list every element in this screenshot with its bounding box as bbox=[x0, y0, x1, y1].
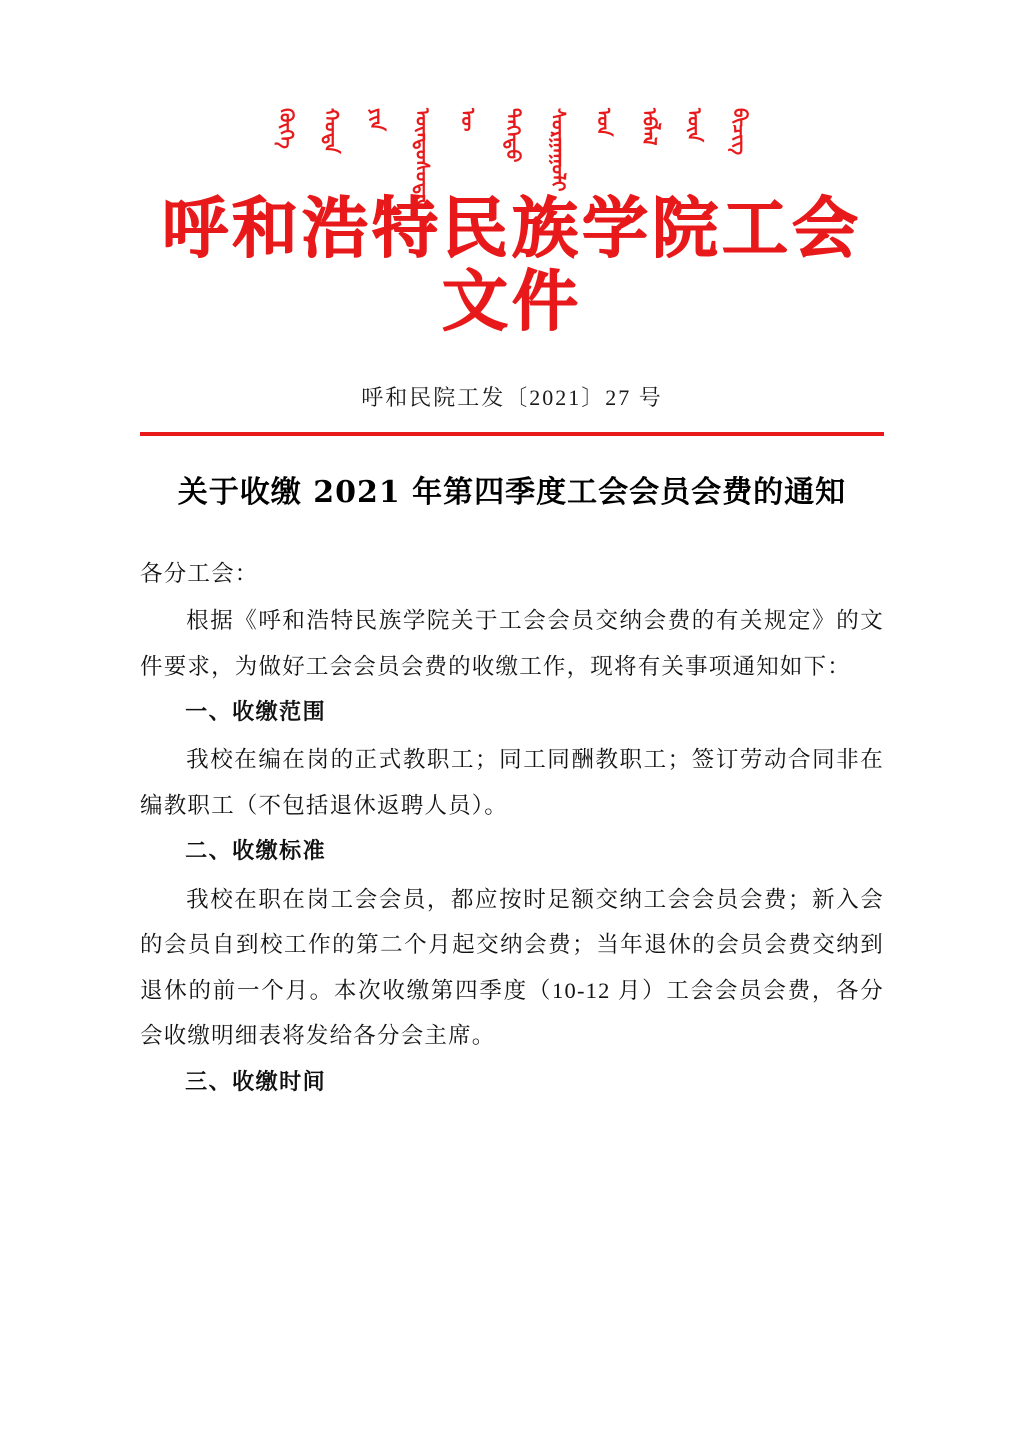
page-title: 关于收缴 2021 年第四季度工会会员会费的通知 bbox=[177, 475, 847, 511]
mongolian-glyph: ᠡᠪᠯᠡᠯ bbox=[637, 108, 660, 146]
mongolian-glyph: ᠬᠣᠲᠠ bbox=[320, 108, 343, 154]
mongolian-glyph: ᠪᠢᠴᠢᠭ bbox=[728, 108, 751, 156]
mongolian-script-row bbox=[140, 108, 884, 209]
masthead bbox=[140, 0, 884, 340]
section-2-paragraph: 我校在职在岗工会会员，都应按时足额交纳工会会员会费；新入会的会员自到校工作的第二个月起交纳会费；当年退休的会员会费交纳到退休的前一个月。本次收缴第四季度（10-12 月）工会会员会费，各分会收缴明细表将发给各分会主席。 bbox=[140, 886, 884, 1049]
mongolian-glyph: ᠬᠥᠬᠡ bbox=[274, 108, 297, 149]
salutation: 各分工会： bbox=[140, 560, 259, 586]
masthead-title: 呼和浩特民族学院工会文件 bbox=[162, 189, 862, 340]
section-title-2: 二、收缴标准 bbox=[185, 839, 327, 865]
red-divider-rule bbox=[140, 432, 884, 436]
intro-paragraph: 根据《呼和浩特民族学院关于工会会员交纳会费的有关规定》的文件要求，为做好工会会员会费的收缴工作，现将有关事项通知如下： bbox=[140, 608, 884, 679]
section-1-paragraph: 我校在编在岗的正式教职工；同工同酬教职工；签订劳动合同非在编教职工（不包括退休返聘人员）。 bbox=[140, 747, 884, 818]
section-title-3: 三、收缴时间 bbox=[185, 1069, 327, 1095]
mongolian-glyph: ᠤᠨ bbox=[592, 108, 615, 137]
mongolian-glyph: ᠶᠢᠨ bbox=[365, 108, 388, 131]
mongolian-glyph: ᠰᠤᠷᠭᠠᠭᠤᠯᠢ bbox=[547, 108, 570, 192]
document-body bbox=[140, 551, 884, 1105]
mongolian-glyph: ᠦᠨᠳᠦᠰᠦᠲᠡᠨ bbox=[410, 108, 433, 209]
section-title-1: 一、收缴范围 bbox=[185, 700, 327, 725]
mongolian-glyph: ᠦᠨ bbox=[683, 108, 706, 142]
mongolian-glyph: ᠦ bbox=[456, 108, 479, 132]
document-number: 呼和民院工发〔2021〕27 号 bbox=[361, 385, 663, 411]
mongolian-glyph: ᠳᠡᠭᠡᠳᠦ bbox=[501, 108, 524, 163]
